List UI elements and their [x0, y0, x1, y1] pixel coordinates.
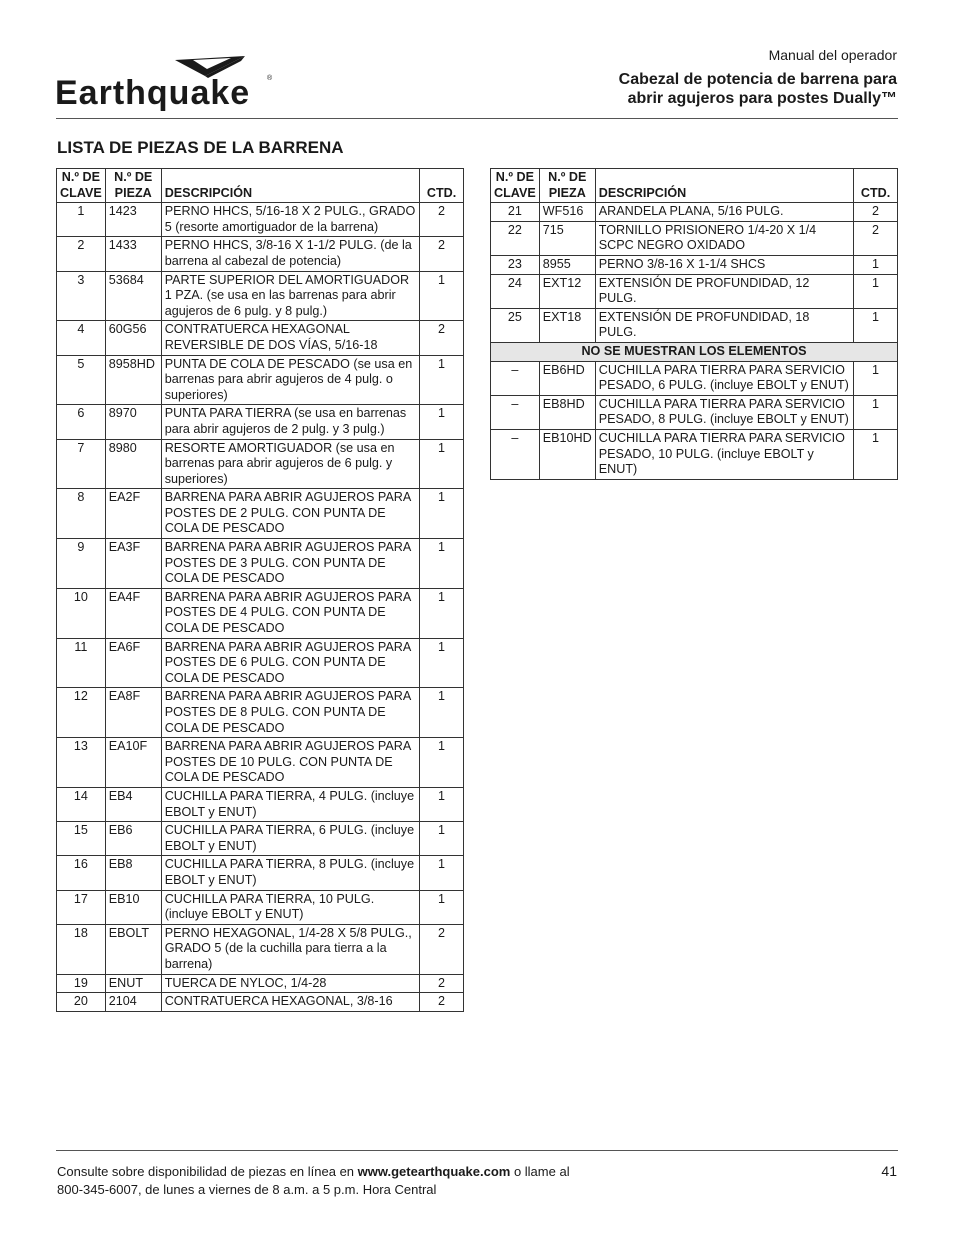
col-descripcion: DESCRIPCIÓN: [595, 169, 853, 203]
cell-key: 1: [57, 203, 106, 237]
cell-qty: 1: [854, 255, 898, 274]
group-header-row: [491, 342, 898, 361]
table-row: [57, 271, 464, 321]
cell-part: EXT12: [539, 274, 595, 308]
table-row: [57, 588, 464, 638]
cell-part: EB10HD: [539, 429, 595, 479]
cell-qty: 1: [420, 355, 464, 405]
cell-key: 12: [57, 688, 106, 738]
cell-description: CUCHILLA PARA TIERRA PARA SERVICIO PESADO, 10 PULG. (incluye EBOLT y ENUT): [595, 429, 853, 479]
col-clave: N.º DE CLAVE: [57, 169, 106, 203]
cell-key: 21: [491, 203, 540, 222]
cell-part: EA4F: [105, 588, 161, 638]
cell-description: CUCHILLA PARA TIERRA PARA SERVICIO PESADO, 8 PULG. (incluye EBOLT y ENUT): [595, 395, 853, 429]
cell-part: EA6F: [105, 638, 161, 688]
cell-part: EA3F: [105, 539, 161, 589]
cell-qty: 1: [420, 489, 464, 539]
cell-qty: 2: [420, 974, 464, 993]
cell-qty: 2: [420, 321, 464, 355]
table-row: [57, 890, 464, 924]
cell-description: PUNTA PARA TIERRA (se usa en barrenas para abrir agujeros de 2 pulg. y 3 pulg.): [161, 405, 419, 439]
cell-part: 8955: [539, 255, 595, 274]
table-row: [57, 321, 464, 355]
cell-description: TUERCA DE NYLOC, 1/4-28: [161, 974, 419, 993]
cell-description: PERNO HEXAGONAL, 1/4-28 X 5/8 PULG., GRADO 5 (de la cuchilla para tierra a la barrena): [161, 924, 419, 974]
cell-part: 2104: [105, 993, 161, 1012]
cell-part: ENUT: [105, 974, 161, 993]
cell-key: 11: [57, 638, 106, 688]
table-row: [57, 856, 464, 890]
cell-key: 25: [491, 308, 540, 342]
cell-key: 24: [491, 274, 540, 308]
cell-key: 4: [57, 321, 106, 355]
cell-description: ARANDELA PLANA, 5/16 PULG.: [595, 203, 853, 222]
table-row: [491, 395, 898, 429]
cell-description: CUCHILLA PARA TIERRA, 10 PULG. (incluye EBOLT y ENUT): [161, 890, 419, 924]
table-header-row: [57, 169, 464, 203]
cell-qty: 1: [854, 274, 898, 308]
footer-divider: [56, 1150, 898, 1151]
table-row: [491, 429, 898, 479]
cell-key: 2: [57, 237, 106, 271]
cell-qty: 1: [420, 787, 464, 821]
cell-qty: 1: [420, 439, 464, 489]
cell-key: –: [491, 429, 540, 479]
cell-key: 20: [57, 993, 106, 1012]
cell-part: 1423: [105, 203, 161, 237]
cell-qty: 1: [420, 890, 464, 924]
cell-key: 13: [57, 738, 106, 788]
cell-part: EXT18: [539, 308, 595, 342]
document-title: [457, 70, 897, 108]
cell-qty: 1: [420, 271, 464, 321]
table-row: [491, 308, 898, 342]
cell-part: EB8: [105, 856, 161, 890]
cell-qty: 2: [420, 924, 464, 974]
cell-part: EB4: [105, 787, 161, 821]
cell-description: BARRENA PARA ABRIR AGUJEROS PARA POSTES DE 3 PULG. CON PUNTA DE COLA DE PESCADO: [161, 539, 419, 589]
cell-description: EXTENSIÓN DE PROFUNDIDAD, 12 PULG.: [595, 274, 853, 308]
cell-description: BARRENA PARA ABRIR AGUJEROS PARA POSTES DE 4 PULG. CON PUNTA DE COLA DE PESCADO: [161, 588, 419, 638]
cell-description: PERNO HHCS, 5/16-18 X 2 PULG., GRADO 5 (resorte amortiguador de la barrena): [161, 203, 419, 237]
cell-part: EB6: [105, 822, 161, 856]
cell-description: TORNILLO PRISIONERO 1/4-20 X 1/4 SCPC NEGRO OXIDADO: [595, 221, 853, 255]
cell-qty: 1: [420, 822, 464, 856]
col-ctd: CTD.: [420, 169, 464, 203]
cell-key: 18: [57, 924, 106, 974]
cell-description: CUCHILLA PARA TIERRA, 6 PULG. (incluye EBOLT y ENUT): [161, 822, 419, 856]
page-number: 41: [881, 1163, 897, 1179]
cell-key: 15: [57, 822, 106, 856]
cell-part: EB8HD: [539, 395, 595, 429]
cell-part: 8970: [105, 405, 161, 439]
table-row: [57, 203, 464, 237]
cell-description: CUCHILLA PARA TIERRA PARA SERVICIO PESADO, 6 PULG. (incluye EBOLT y ENUT): [595, 361, 853, 395]
cell-qty: 2: [854, 203, 898, 222]
cell-part: 8958HD: [105, 355, 161, 405]
table-row: [491, 221, 898, 255]
header-divider: [56, 118, 898, 119]
cell-key: 16: [57, 856, 106, 890]
table-row: [57, 787, 464, 821]
cell-description: BARRENA PARA ABRIR AGUJEROS PARA POSTES DE 8 PULG. CON PUNTA DE COLA DE PESCADO: [161, 688, 419, 738]
cell-qty: 2: [420, 993, 464, 1012]
table-row: [57, 439, 464, 489]
cell-description: BARRENA PARA ABRIR AGUJEROS PARA POSTES DE 10 PULG. CON PUNTA DE COLA DE PESCADO: [161, 738, 419, 788]
cell-key: –: [491, 361, 540, 395]
cell-qty: 1: [420, 856, 464, 890]
cell-description: CONTRATUERCA HEXAGONAL, 3/8-16: [161, 993, 419, 1012]
cell-description: PERNO 3/8-16 X 1-1/4 SHCS: [595, 255, 853, 274]
cell-qty: 1: [854, 429, 898, 479]
cell-part: EBOLT: [105, 924, 161, 974]
cell-description: BARRENA PARA ABRIR AGUJEROS PARA POSTES DE 2 PULG. CON PUNTA DE COLA DE PESCADO: [161, 489, 419, 539]
cell-key: 7: [57, 439, 106, 489]
col-pieza: N.º DE PIEZA: [539, 169, 595, 203]
svg-text:Earthquake: Earthquake: [55, 74, 251, 112]
cell-qty: 1: [854, 395, 898, 429]
svg-text:®: ®: [267, 75, 273, 82]
cell-qty: 1: [854, 361, 898, 395]
parts-table-right: [490, 168, 898, 480]
col-clave: N.º DE CLAVE: [491, 169, 540, 203]
cell-key: 3: [57, 271, 106, 321]
cell-key: 8: [57, 489, 106, 539]
cell-key: 9: [57, 539, 106, 589]
cell-description: CUCHILLA PARA TIERRA, 8 PULG. (incluye EBOLT y ENUT): [161, 856, 419, 890]
cell-qty: 2: [420, 203, 464, 237]
cell-qty: 1: [420, 405, 464, 439]
cell-description: PARTE SUPERIOR DEL AMORTIGUADOR 1 PZA. (se usa en las barrenas para abrir agujeros de 6 pulg. y 8 pulg.): [161, 271, 419, 321]
manual-label: Manual del operador: [768, 47, 897, 63]
table-row: [57, 405, 464, 439]
cell-description: CUCHILLA PARA TIERRA, 4 PULG. (incluye EBOLT y ENUT): [161, 787, 419, 821]
col-descripcion: DESCRIPCIÓN: [161, 169, 419, 203]
cell-part: 8980: [105, 439, 161, 489]
table-row: [491, 274, 898, 308]
title-line-1: Cabezal de potencia de barrena para: [618, 71, 897, 88]
cell-qty: 1: [420, 539, 464, 589]
table-row: [491, 203, 898, 222]
parts-table-left: [56, 168, 464, 1012]
col-ctd: CTD.: [854, 169, 898, 203]
table-row: [57, 539, 464, 589]
table-row: [491, 361, 898, 395]
cell-qty: 1: [420, 738, 464, 788]
cell-key: –: [491, 395, 540, 429]
table-row: [57, 974, 464, 993]
footer-note: Consulte sobre disponibilidad de piezas en línea en www.getearthquake.com o llame al 800-345-6007, de lunes a viernes de 8 a.m. a 5 p.m. Hora Central: [57, 1164, 570, 1197]
cell-qty: 1: [420, 688, 464, 738]
cell-description: PERNO HHCS, 3/8-16 X 1-1/2 PULG. (de la barrena al cabezal de potencia): [161, 237, 419, 271]
website-link[interactable]: www.getearthquake.com: [357, 1164, 511, 1179]
cell-description: EXTENSIÓN DE PROFUNDIDAD, 18 PULG.: [595, 308, 853, 342]
title-line-2: abrir agujeros para postes Dually™: [627, 90, 897, 107]
cell-part: 53684: [105, 271, 161, 321]
table-row: [57, 355, 464, 405]
table-header-row: [491, 169, 898, 203]
cell-description: CONTRATUERCA HEXAGONAL REVERSIBLE DE DOS VÍAS, 5/16-18: [161, 321, 419, 355]
cell-key: 23: [491, 255, 540, 274]
table-row: [57, 638, 464, 688]
cell-key: 19: [57, 974, 106, 993]
cell-key: 22: [491, 221, 540, 255]
cell-part: 1433: [105, 237, 161, 271]
section-title: LISTA DE PIEZAS DE LA BARRENA: [57, 138, 344, 157]
cell-qty: 1: [854, 308, 898, 342]
table-row: [57, 924, 464, 974]
cell-part: EB6HD: [539, 361, 595, 395]
cell-key: 14: [57, 787, 106, 821]
cell-part: EB10: [105, 890, 161, 924]
cell-description: RESORTE AMORTIGUADOR (se usa en barrenas para abrir agujeros de 6 pulg. y superiores): [161, 439, 419, 489]
cell-key: 17: [57, 890, 106, 924]
cell-part: EA10F: [105, 738, 161, 788]
cell-qty: 1: [420, 588, 464, 638]
cell-qty: 1: [420, 638, 464, 688]
cell-part: EA8F: [105, 688, 161, 738]
cell-key: 10: [57, 588, 106, 638]
cell-part: 60G56: [105, 321, 161, 355]
cell-description: BARRENA PARA ABRIR AGUJEROS PARA POSTES DE 6 PULG. CON PUNTA DE COLA DE PESCADO: [161, 638, 419, 688]
table-row: [57, 822, 464, 856]
cell-part: 715: [539, 221, 595, 255]
earthquake-logo: [55, 54, 277, 116]
table-row: [491, 255, 898, 274]
cell-qty: 2: [854, 221, 898, 255]
cell-key: 6: [57, 405, 106, 439]
cell-part: EA2F: [105, 489, 161, 539]
table-row: [57, 489, 464, 539]
cell-description: PUNTA DE COLA DE PESCADO (se usa en barrenas para abrir agujeros de 4 pulg. o superiores): [161, 355, 419, 405]
table-row: [57, 738, 464, 788]
cell-qty: 2: [420, 237, 464, 271]
table-row: [57, 688, 464, 738]
table-row: [57, 993, 464, 1012]
table-row: [57, 237, 464, 271]
group-label: NO SE MUESTRAN LOS ELEMENTOS: [491, 342, 898, 361]
cell-key: 5: [57, 355, 106, 405]
cell-part: WF516: [539, 203, 595, 222]
col-pieza: N.º DE PIEZA: [105, 169, 161, 203]
